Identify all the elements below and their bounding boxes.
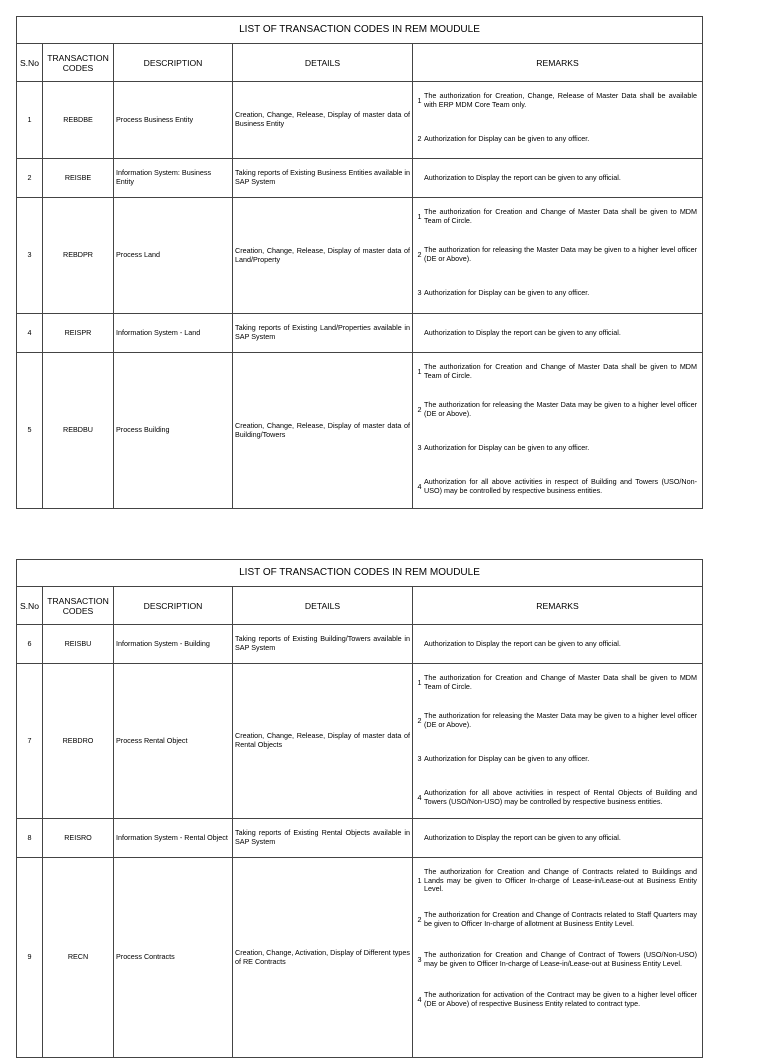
row-description: Information System: Business Entity [114,159,233,198]
row-sno: 6 [17,625,43,664]
row-sno: 2 [17,159,43,198]
remark-text: The authorization for Creation and Change of Master Data shall be given to MDM Team of Circle. [424,207,697,225]
row-remarks [413,664,703,819]
remark-text: Authorization for Display can be given to any officer. [424,753,590,763]
remark-text: The authorization for releasing the Master Data may be given to a higher level officer (DE or Above). [424,245,697,263]
remark-number: 2 [417,249,422,259]
remark-number: 4 [417,792,422,802]
row-description: Process Rental Object [114,664,233,819]
row-details: Creation, Change, Release, Display of master data of Building/Towers [233,353,413,509]
remark-text: The authorization for Creation, Change, Release of Master Data shall be available with ERP MDM Core Team only. [424,91,697,109]
remark-text: Authorization for Display can be given to any officer. [424,133,590,143]
remark-text: The authorization for releasing the Master Data may be given to a higher level officer (DE or Above). [424,400,697,418]
row-details: Taking reports of Existing Building/Towers available in SAP System [233,625,413,664]
row-details: Creation, Change, Activation, Display of Different types of RE Contracts [233,858,413,1058]
header-sno: S.No [17,587,43,625]
table-row [17,625,703,664]
row-description: Process Building [114,353,233,509]
row-code: REISBE [43,159,114,198]
row-sno: 5 [17,353,43,509]
remark-number: 3 [417,954,422,964]
remark-text: Authorization for Display can be given to any officer. [424,442,590,452]
remark-number: 4 [417,994,422,1004]
row-remarks [413,858,703,1058]
header-transaction-codes: TRANSACTION CODES [43,44,114,82]
header-remarks: REMARKS [413,44,703,82]
row-details: Creation, Change, Release, Display of master data of Business Entity [233,82,413,159]
row-sno: 3 [17,198,43,314]
row-details: Taking reports of Existing Land/Properties available in SAP System [233,314,413,353]
remark-text: The authorization for activation of the Contract may be given to a higher level officer (DE or Above) of respective Business Entity related to contract type. [424,990,697,1008]
remark-text: The authorization for Creation and Change of Master Data shall be given to MDM Team of Circle. [424,362,697,380]
row-code: REISPR [43,314,114,353]
header-description: DESCRIPTION [114,587,233,625]
remark-text: The authorization for Creation and Change of Contracts related to Buildings and Lands may be given to Officer In-charge of Lease-in/Lease-out at Business Entity Level. [424,867,697,894]
row-description: Process Land [114,198,233,314]
row-remarks [413,82,703,159]
table-row [17,82,703,159]
row-remarks [413,819,703,858]
transaction-codes-table-1 [16,16,703,509]
table-row [17,353,703,509]
remark-number: 3 [417,442,422,452]
transaction-codes-table-2 [16,559,703,1058]
row-details: Taking reports of Existing Rental Objects available in SAP System [233,819,413,858]
remark-number: 1 [417,366,422,376]
remark-text: Authorization to Display the report can be given to any official. [424,327,621,337]
header-transaction-codes: TRANSACTION CODES [43,587,114,625]
remark-text: Authorization for Display can be given to any officer. [424,287,590,297]
table-title: LIST OF TRANSACTION CODES IN REM MOUDULE [17,560,703,587]
remark-text: The authorization for Creation and Change of Master Data shall be given to MDM Team of Circle. [424,673,697,691]
row-sno: 1 [17,82,43,159]
row-remarks [413,159,703,198]
row-sno: 7 [17,664,43,819]
row-sno: 8 [17,819,43,858]
row-description: Process Business Entity [114,82,233,159]
remark-text: The authorization for Creation and Change of Contracts related to Staff Quarters may be given to Officer In-charge of allotment at Business Entity Level. [424,910,697,928]
row-code: REBDBE [43,82,114,159]
table-row [17,159,703,198]
row-description: Information System - Building [114,625,233,664]
row-details: Taking reports of Existing Business Entities available in SAP System [233,159,413,198]
header-details: DETAILS [233,587,413,625]
row-description: Information System - Land [114,314,233,353]
row-code: REBDPR [43,198,114,314]
remark-number: 1 [417,875,422,885]
row-remarks [413,198,703,314]
row-remarks [413,314,703,353]
remark-text: The authorization for Creation and Change of Contract of Towers (USO/Non-USO) may be given to Officer In-charge of Lease-in/Lease-out at Business Entity Level. [424,950,697,968]
table-title: LIST OF TRANSACTION CODES IN REM MOUDULE [17,17,703,44]
row-description: Information System - Rental Object [114,819,233,858]
remark-number: 4 [417,481,422,491]
row-remarks [413,353,703,509]
remark-text: Authorization to Display the report can be given to any official. [424,172,621,182]
remark-number: 1 [417,95,422,105]
row-remarks [413,625,703,664]
row-code: REISBU [43,625,114,664]
header-remarks: REMARKS [413,587,703,625]
row-code: REBDRO [43,664,114,819]
table-row [17,314,703,353]
row-code: RECN [43,858,114,1058]
remark-number: 3 [417,753,422,763]
remark-text: Authorization to Display the report can be given to any official. [424,638,621,648]
row-details: Creation, Change, Release, Display of master data of Land/Property [233,198,413,314]
header-description: DESCRIPTION [114,44,233,82]
table-row [17,819,703,858]
remark-number: 2 [417,404,422,414]
remark-number: 3 [417,287,422,297]
remark-number: 2 [417,133,422,143]
remark-number: 2 [417,914,422,924]
header-sno: S.No [17,44,43,82]
remark-number: 1 [417,211,422,221]
header-details: DETAILS [233,44,413,82]
row-sno: 9 [17,858,43,1058]
remark-number: 2 [417,715,422,725]
table-row [17,664,703,819]
remark-text: The authorization for releasing the Master Data may be given to a higher level officer (DE or Above). [424,711,697,729]
row-sno: 4 [17,314,43,353]
remark-text: Authorization to Display the report can be given to any official. [424,832,621,842]
row-description: Process Contracts [114,858,233,1058]
remark-number: 1 [417,677,422,687]
remark-text: Authorization for all above activities in respect of Rental Objects of Building and Towers (USO/Non-USO) may be controlled by respective business entities. [424,788,697,806]
row-code: REBDBU [43,353,114,509]
remark-text: Authorization for all above activities in respect of Building and Towers (USO/Non-USO) may be controlled by respective business entities. [424,477,697,495]
table-row [17,198,703,314]
row-code: REISRO [43,819,114,858]
table-row [17,858,703,1058]
row-details: Creation, Change, Release, Display of master data of Rental Objects [233,664,413,819]
